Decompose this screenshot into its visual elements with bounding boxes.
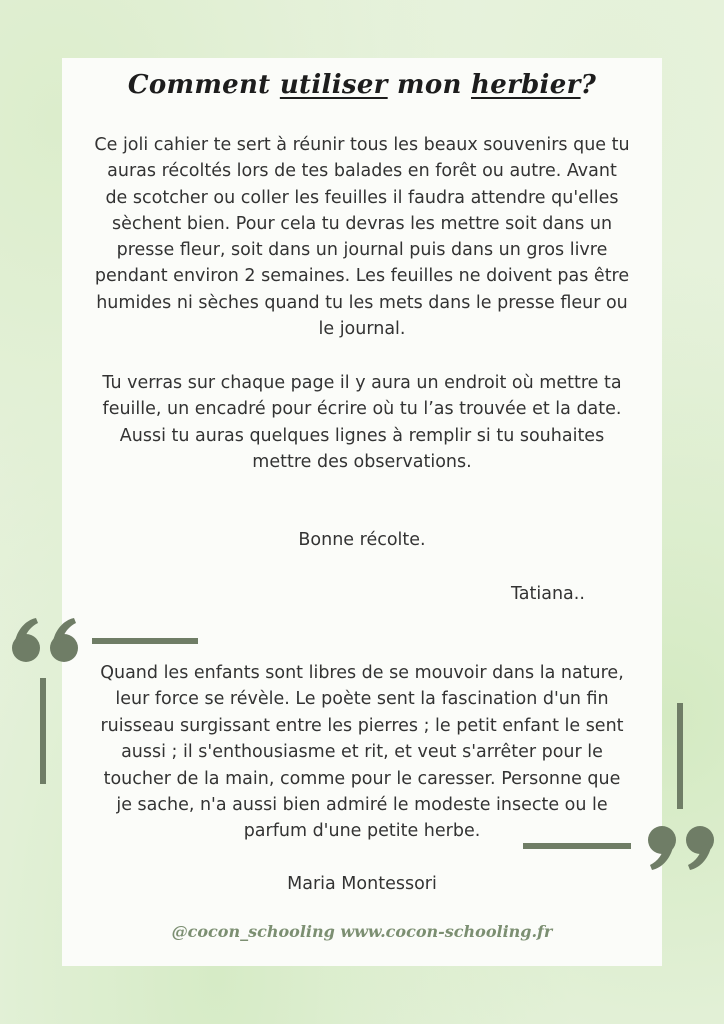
quote-bottom-rule bbox=[523, 843, 631, 849]
footer-credits: @cocon_schooling www.cocon-schooling.fr bbox=[171, 922, 553, 941]
montessori-quote: Quand les enfants sont libres de se mouvoir dans la nature, leur force se révèle. Le poète sent la fascination d'un fin ruisseau surgissant entre les pierres ; le petit enfant le sent aussi ; il s'enthousiasme et rit, et veut s'arrêter pour le toucher de la main, comme pour le caresser. Personne que je sache, n'a aussi bien admiré le modeste insecte ou le parfum d'une petite herbe. bbox=[100, 663, 624, 842]
intro-paragraph: Ce joli cahier te sert à réunir tous les beaux souvenirs que tu auras récoltés lors de tes balades en forêt ou autre. Avant de scotcher ou coller les feuilles il faudra attendre qu'elles sèchent bien. Pour cela tu devras les mettre soit dans un presse fleur, soit dans un journal puis dans un gros livre pendant environ 2 semaines. Les feuilles ne doivent pas être humides ni sèches quand tu les mets dans le presse fleur ou le journal. bbox=[94, 135, 630, 340]
quote-left-rule bbox=[40, 678, 46, 784]
close-quote-icon bbox=[640, 820, 720, 872]
signature: Tatiana.. bbox=[511, 584, 585, 604]
page-title: Comment utiliser mon herbier? bbox=[127, 70, 597, 100]
quote-right-rule bbox=[677, 703, 683, 809]
quote-top-rule bbox=[92, 638, 198, 644]
quote-author: Maria Montessori bbox=[287, 874, 437, 894]
instructions-paragraph: Tu verras sur chaque page il y aura un endroit où mettre ta feuille, un encadré pour écrire où tu l’as trouvée et la date. Aussi tu auras quelques lignes à remplir si tu souhaites mettre des observations. bbox=[102, 373, 622, 472]
greeting-text: Bonne récolte. bbox=[298, 530, 426, 550]
